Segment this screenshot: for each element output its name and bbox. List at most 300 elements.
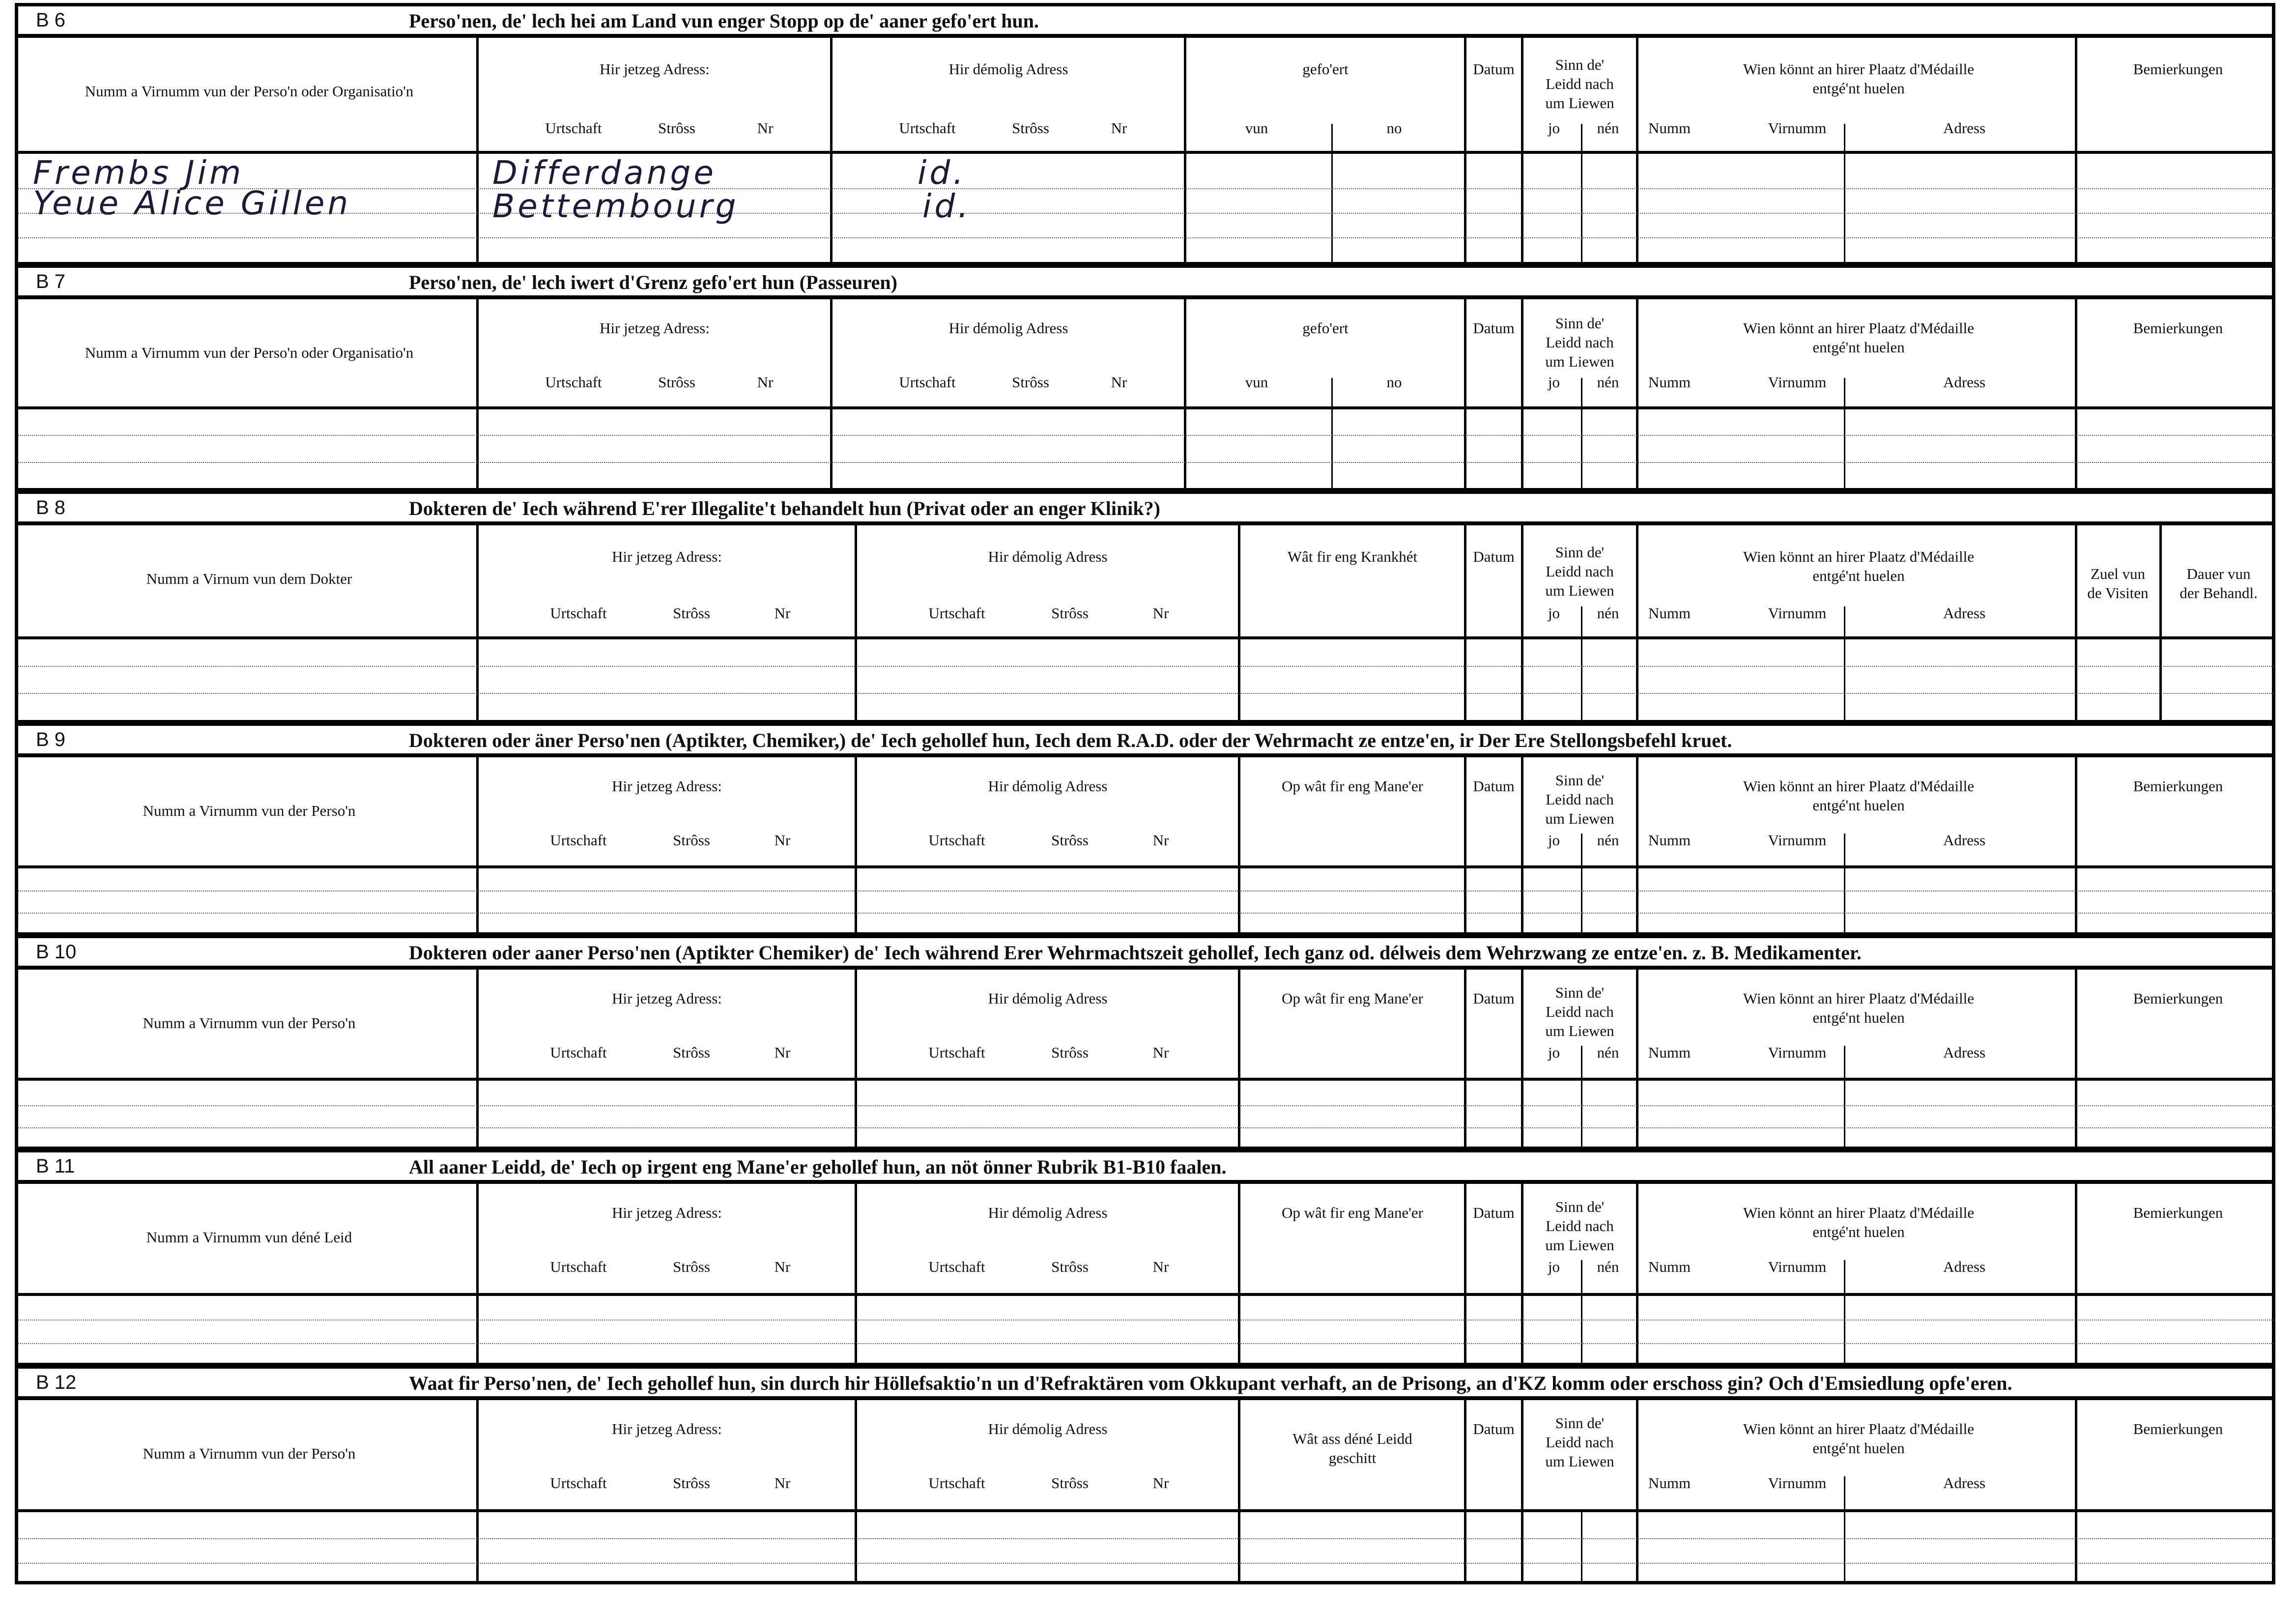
column-divider bbox=[476, 968, 479, 1147]
header-sinn-line3: um Liewen bbox=[1545, 1236, 1614, 1254]
header-bemierkungen: Bemierkungen bbox=[2133, 1204, 2223, 1221]
header-medaille-line2: entgé'nt huelen bbox=[1812, 79, 1905, 97]
section-b6 bbox=[18, 6, 2272, 262]
header-gefoert: gefo'ert bbox=[1302, 319, 1349, 337]
column-divider bbox=[1581, 868, 1582, 932]
column-divider bbox=[476, 36, 479, 262]
header-nen: nén bbox=[1597, 832, 1619, 849]
header-old-address: Hir démolig Adress bbox=[988, 1420, 1108, 1437]
header-sinn-line2: Leidd nach bbox=[1546, 790, 1614, 808]
section-b7 bbox=[18, 268, 2272, 488]
header-vun: vun bbox=[1245, 373, 1268, 391]
column-divider bbox=[1844, 409, 1845, 488]
column-headers bbox=[18, 1398, 2272, 1512]
section-separator bbox=[18, 1363, 2272, 1369]
header-medaille-line1: Wien könnt an hirer Plaatz d'Médaille bbox=[1743, 1420, 1975, 1437]
header-sinn-line2: Leidd nach bbox=[1546, 1217, 1614, 1235]
header-nr: Nr bbox=[1152, 832, 1169, 849]
row-line bbox=[18, 1538, 2274, 1540]
row-line bbox=[18, 1563, 2274, 1565]
header-numm: Numm bbox=[1648, 373, 1691, 391]
section-code: B 11 bbox=[36, 1155, 75, 1177]
header-medaille bbox=[1640, 60, 2077, 98]
header-jo: jo bbox=[1548, 373, 1560, 391]
header-current-address: Hir jetzeg Adress: bbox=[612, 548, 722, 565]
row-line bbox=[18, 1343, 2274, 1345]
sub-divider bbox=[1581, 378, 1582, 410]
row-line bbox=[18, 462, 2274, 464]
header-stross: Strôss bbox=[1012, 119, 1049, 137]
column-divider bbox=[855, 1182, 857, 1363]
header-virnumm: Virnumm bbox=[1768, 1044, 1827, 1061]
header-gefoert: gefo'ert bbox=[1302, 60, 1349, 78]
section-b8 bbox=[18, 494, 2272, 720]
header-name: Numm a Virnumm vun der Perso'n oder Organisatio'n bbox=[85, 83, 414, 100]
section-separator bbox=[18, 932, 2272, 938]
header-krankhet: Wât fir eng Krankhét bbox=[1287, 548, 1418, 565]
section-code: B 8 bbox=[36, 497, 66, 518]
column-divider bbox=[1184, 36, 1186, 262]
column-divider bbox=[1331, 154, 1333, 262]
header-stross: Strôss bbox=[1051, 832, 1089, 849]
header-sinn-line2: Leidd nach bbox=[1546, 333, 1614, 351]
header-stross: Strôss bbox=[1051, 1258, 1089, 1275]
header-name: Numm a Virnumm vun der Perso'n bbox=[143, 802, 356, 819]
header-nr: Nr bbox=[774, 1474, 791, 1492]
header-old-address: Hir démolig Adress bbox=[988, 1204, 1108, 1221]
header-jo: jo bbox=[1548, 1044, 1560, 1061]
sub-divider bbox=[1581, 124, 1582, 156]
column-divider bbox=[855, 755, 857, 932]
column-headers bbox=[18, 36, 2272, 154]
header-manner: Op wât fir eng Mane'er bbox=[1282, 1204, 1423, 1221]
header-no: no bbox=[1386, 373, 1402, 391]
column-headers bbox=[18, 523, 2272, 639]
column-headers bbox=[18, 968, 2272, 1081]
header-medaille-line2: entgé'nt huelen bbox=[1812, 1008, 1905, 1026]
column-divider bbox=[2075, 523, 2077, 720]
column-divider bbox=[1238, 755, 1240, 932]
header-sinn-line1: Sinn de' bbox=[1555, 1414, 1605, 1432]
header-adress: Adress bbox=[1943, 832, 1986, 849]
column-divider bbox=[1581, 154, 1582, 262]
column-headers bbox=[18, 755, 2272, 868]
column-divider bbox=[1581, 1296, 1582, 1363]
header-nr: Nr bbox=[774, 1044, 791, 1061]
header-name: Numm a Virnumm vun déné Leid bbox=[146, 1229, 352, 1246]
header-medaille-line1: Wien könnt an hirer Plaatz d'Médaille bbox=[1743, 548, 1975, 565]
column-divider bbox=[1844, 1296, 1845, 1363]
header-urtschaft: Urtschaft bbox=[545, 119, 602, 137]
column-divider bbox=[1464, 36, 1466, 262]
section-separator bbox=[18, 1147, 2272, 1152]
header-adress: Adress bbox=[1943, 373, 1986, 391]
header-adress: Adress bbox=[1943, 1258, 1986, 1275]
header-sinn-line1: Sinn de' bbox=[1555, 544, 1605, 561]
header-jo: jo bbox=[1548, 119, 1560, 137]
header-old-address: Hir démolig Adress bbox=[948, 319, 1068, 337]
row-line bbox=[18, 666, 2274, 668]
header-sinn-line1: Sinn de' bbox=[1555, 984, 1605, 1001]
header-old-address: Hir démolig Adress bbox=[948, 60, 1068, 78]
header-bemierkungen: Bemierkungen bbox=[2133, 1420, 2223, 1437]
header-sinn-line1: Sinn de' bbox=[1555, 1198, 1605, 1215]
header-urtschaft: Urtschaft bbox=[899, 119, 956, 137]
column-headers bbox=[18, 297, 2272, 409]
header-numm: Numm bbox=[1648, 832, 1691, 849]
header-jo: jo bbox=[1548, 604, 1560, 622]
header-virnumm: Virnumm bbox=[1768, 1258, 1827, 1275]
header-bemierkungen: Bemierkungen bbox=[2133, 60, 2223, 78]
column-divider bbox=[1464, 523, 1466, 720]
section-code: B 6 bbox=[36, 9, 66, 31]
column-divider bbox=[1636, 1182, 1638, 1363]
handwritten-old-2: id. bbox=[922, 187, 972, 225]
section-separator bbox=[18, 720, 2272, 726]
header-name: Numm a Virnum vun dem Dokter bbox=[146, 570, 352, 587]
column-divider bbox=[855, 968, 857, 1147]
column-divider bbox=[1521, 755, 1523, 932]
header-stross: Strôss bbox=[1051, 1044, 1089, 1061]
header-current-address: Hir jetzeg Adress: bbox=[612, 1204, 722, 1221]
header-sinn bbox=[1524, 56, 1635, 113]
column-divider bbox=[1581, 1081, 1582, 1147]
sub-divider bbox=[1844, 833, 1845, 869]
header-medaille-line1: Wien könnt an hirer Plaatz d'Médaille bbox=[1743, 60, 1975, 78]
header-medaille-line2: entgé'nt huelen bbox=[1812, 567, 1905, 584]
section-title: Perso'nen, de' lech iwert d'Grenz gefo'ert hun (Passeuren) bbox=[409, 271, 897, 293]
header-medaille-line1: Wien könnt an hirer Plaatz d'Médaille bbox=[1743, 319, 1975, 337]
header-name: Numm a Virnumm vun der Perso'n oder Organisatio'n bbox=[85, 344, 414, 361]
header-urtschaft: Urtschaft bbox=[928, 604, 985, 622]
row-line bbox=[18, 188, 2274, 190]
header-stross: Strôss bbox=[673, 1258, 710, 1275]
section-header bbox=[18, 726, 2272, 755]
section-header bbox=[18, 268, 2272, 297]
column-divider bbox=[855, 523, 857, 720]
sub-divider bbox=[1581, 1046, 1582, 1081]
section-code: B 9 bbox=[36, 729, 66, 750]
header-urtschaft: Urtschaft bbox=[928, 1258, 985, 1275]
header-stross: Strôss bbox=[673, 604, 710, 622]
column-divider bbox=[476, 1398, 479, 1581]
header-urtschaft: Urtschaft bbox=[550, 1474, 607, 1492]
section-header bbox=[18, 1369, 2272, 1398]
handwritten-name-2: Yeue Alice Gillen bbox=[33, 184, 351, 222]
section-title: All aaner Leidd, de' Iech op irgent eng Mane'er gehollef hun, an nöt önner Rubrik B1-B10 faalen. bbox=[409, 1156, 1227, 1178]
header-datum: Datum bbox=[1473, 319, 1515, 337]
header-adress: Adress bbox=[1943, 604, 1986, 622]
header-urtschaft: Urtschaft bbox=[928, 1044, 985, 1061]
row-line bbox=[18, 890, 2274, 892]
sub-divider bbox=[1844, 606, 1845, 640]
column-divider bbox=[1238, 1398, 1240, 1581]
header-sinn-line3: um Liewen bbox=[1545, 352, 1614, 370]
column-divider bbox=[855, 1398, 857, 1581]
header-name: Numm a Virnumm vun der Perso'n bbox=[143, 1014, 356, 1032]
section-title: Dokteren oder äner Perso'nen (Aptikter, Chemiker,) de' Iech gehollef hun, Iech dem R.A.D. oder der Wehrmacht ze entze'en, ir Der Ere Stellongsbefehl kruet. bbox=[409, 729, 1732, 751]
header-nr: Nr bbox=[1111, 119, 1127, 137]
column-divider bbox=[2075, 1182, 2077, 1363]
header-virnumm: Virnumm bbox=[1768, 832, 1827, 849]
header-name: Numm a Virnumm vun der Perso'n bbox=[143, 1445, 356, 1462]
column-divider bbox=[1464, 1398, 1466, 1581]
header-nr: Nr bbox=[774, 1258, 791, 1275]
column-divider bbox=[1521, 968, 1523, 1147]
column-divider bbox=[1636, 523, 1638, 720]
section-header bbox=[18, 6, 2272, 36]
header-nr: Nr bbox=[757, 119, 774, 137]
column-divider bbox=[1521, 36, 1523, 262]
header-sinn-line3: um Liewen bbox=[1545, 1022, 1614, 1039]
column-divider bbox=[1464, 297, 1466, 488]
header-virnumm: Virnumm bbox=[1768, 604, 1827, 622]
header-vun: vun bbox=[1245, 119, 1268, 137]
sub-divider bbox=[1844, 1260, 1845, 1296]
header-zuel-line1: Zuel vun bbox=[2090, 565, 2146, 582]
header-datum: Datum bbox=[1473, 1204, 1515, 1221]
section-header bbox=[18, 494, 2272, 523]
section-header bbox=[18, 1152, 2272, 1182]
header-sinn bbox=[1524, 543, 1635, 600]
header-geschitt bbox=[1242, 1430, 1463, 1468]
header-urtschaft: Urtschaft bbox=[899, 373, 956, 391]
header-stross: Strôss bbox=[658, 119, 695, 137]
header-nen: nén bbox=[1597, 604, 1619, 622]
section-title: Waat fir Perso'nen, de' Iech gehollef hun, sin durch hir Höllefsaktio'n un d'Refraktären vom Okkupant verhaft, an de Prisong, an d'KZ komm oder erschoss gin? Och d'Emsiedlung opfe'eren. bbox=[409, 1372, 2012, 1394]
column-divider bbox=[2075, 297, 2077, 488]
header-nr: Nr bbox=[1152, 604, 1169, 622]
header-nr: Nr bbox=[1152, 1474, 1169, 1492]
header-old-address: Hir démolig Adress bbox=[988, 777, 1108, 795]
header-virnumm: Virnumm bbox=[1768, 373, 1827, 391]
header-medaille-line1: Wien könnt an hirer Plaatz d'Médaille bbox=[1743, 1204, 1975, 1221]
header-numm: Numm bbox=[1648, 119, 1691, 137]
column-divider bbox=[2075, 1398, 2077, 1581]
sub-divider bbox=[1844, 1046, 1845, 1081]
column-divider bbox=[1464, 755, 1466, 932]
header-jo: jo bbox=[1548, 1258, 1560, 1275]
form-page bbox=[15, 3, 2275, 1584]
column-divider bbox=[1184, 297, 1186, 488]
header-nr: Nr bbox=[774, 832, 791, 849]
header-adress: Adress bbox=[1943, 1474, 1986, 1492]
column-divider bbox=[1521, 1398, 1523, 1581]
header-nen: nén bbox=[1597, 1258, 1619, 1275]
row-line bbox=[18, 435, 2274, 437]
column-divider bbox=[1331, 409, 1333, 488]
section-code: B 7 bbox=[36, 271, 66, 292]
header-urtschaft: Urtschaft bbox=[550, 604, 607, 622]
section-b9 bbox=[18, 726, 2272, 932]
column-divider bbox=[1521, 1182, 1523, 1363]
header-sinn-line1: Sinn de' bbox=[1555, 56, 1605, 73]
header-medaille bbox=[1640, 989, 2077, 1028]
column-divider bbox=[2159, 523, 2162, 720]
header-numm: Numm bbox=[1648, 1258, 1691, 1275]
header-nr: Nr bbox=[1111, 373, 1127, 391]
sub-divider bbox=[1844, 1476, 1845, 1513]
handwritten-addr-1: Differdange bbox=[492, 154, 717, 192]
header-sinn-line2: Leidd nach bbox=[1546, 1433, 1614, 1451]
header-sinn bbox=[1524, 1198, 1635, 1255]
header-datum: Datum bbox=[1473, 548, 1515, 565]
header-sinn-line3: um Liewen bbox=[1545, 1452, 1614, 1470]
sub-divider bbox=[1581, 833, 1582, 869]
row-line bbox=[18, 1320, 2274, 1321]
header-geschitt-line2: geschitt bbox=[1328, 1449, 1377, 1466]
header-sinn-line2: Leidd nach bbox=[1546, 562, 1614, 580]
column-divider bbox=[1636, 1398, 1638, 1581]
header-numm: Numm bbox=[1648, 1044, 1691, 1061]
header-medaille bbox=[1640, 1420, 2077, 1458]
header-sinn-line3: um Liewen bbox=[1545, 94, 1614, 112]
column-divider bbox=[1581, 409, 1582, 488]
column-divider bbox=[830, 297, 832, 488]
header-urtschaft: Urtschaft bbox=[550, 1044, 607, 1061]
column-divider bbox=[1464, 1182, 1466, 1363]
column-divider bbox=[1581, 639, 1582, 720]
header-stross: Strôss bbox=[673, 832, 710, 849]
header-virnumm: Virnumm bbox=[1768, 1474, 1827, 1492]
section-title: Perso'nen, de' lech hei am Land vun enger Stopp op de' aaner gefo'ert hun. bbox=[409, 10, 1039, 32]
sub-divider bbox=[1581, 1260, 1582, 1296]
column-divider bbox=[2075, 755, 2077, 932]
header-zuel bbox=[2077, 565, 2158, 603]
column-divider bbox=[1636, 297, 1638, 488]
header-urtschaft: Urtschaft bbox=[928, 832, 985, 849]
header-old-address: Hir démolig Adress bbox=[988, 548, 1108, 565]
header-stross: Strôss bbox=[1051, 1474, 1089, 1492]
header-bemierkungen: Bemierkungen bbox=[2133, 777, 2223, 795]
header-medaille bbox=[1640, 319, 2077, 357]
section-b10 bbox=[18, 938, 2272, 1147]
header-urtschaft: Urtschaft bbox=[545, 373, 602, 391]
header-sinn-line1: Sinn de' bbox=[1555, 315, 1605, 332]
column-divider bbox=[1844, 639, 1845, 720]
column-divider bbox=[476, 523, 479, 720]
column-divider bbox=[1844, 1512, 1845, 1581]
column-divider bbox=[2075, 36, 2077, 262]
column-divider bbox=[476, 1182, 479, 1363]
header-nen: nén bbox=[1597, 373, 1619, 391]
header-nr: Nr bbox=[774, 604, 791, 622]
header-stross: Strôss bbox=[1012, 373, 1049, 391]
header-bemierkungen: Bemierkungen bbox=[2133, 319, 2223, 337]
column-divider bbox=[1636, 968, 1638, 1147]
header-nen: nén bbox=[1597, 119, 1619, 137]
column-divider bbox=[1238, 968, 1240, 1147]
header-nr: Nr bbox=[1152, 1258, 1169, 1275]
header-adress: Adress bbox=[1943, 119, 1986, 137]
header-medaille-line1: Wien könnt an hirer Plaatz d'Médaille bbox=[1743, 777, 1975, 795]
header-nen: nén bbox=[1597, 1044, 1619, 1061]
header-medaille bbox=[1640, 1204, 2077, 1242]
handwritten-old-1: id. bbox=[918, 154, 967, 192]
header-numm: Numm bbox=[1648, 604, 1691, 622]
header-current-address: Hir jetzeg Adress: bbox=[600, 60, 710, 78]
header-numm: Numm bbox=[1648, 1474, 1691, 1492]
row-line bbox=[18, 913, 2274, 915]
header-no: no bbox=[1386, 119, 1402, 137]
header-dauer-line2: der Behandl. bbox=[2180, 584, 2258, 602]
header-medaille-line2: entgé'nt huelen bbox=[1812, 338, 1905, 356]
column-divider bbox=[1464, 968, 1466, 1147]
header-jo: jo bbox=[1548, 832, 1560, 849]
header-manner: Op wât fir eng Mane'er bbox=[1282, 777, 1423, 795]
header-sinn-line2: Leidd nach bbox=[1546, 75, 1614, 92]
column-headers bbox=[18, 1182, 2272, 1296]
column-divider bbox=[1636, 755, 1638, 932]
header-urtschaft: Urtschaft bbox=[550, 832, 607, 849]
column-divider bbox=[1238, 1182, 1240, 1363]
header-stross: Strôss bbox=[658, 373, 695, 391]
header-adress: Adress bbox=[1943, 1044, 1986, 1061]
header-sinn-line3: um Liewen bbox=[1545, 581, 1614, 599]
header-current-address: Hir jetzeg Adress: bbox=[612, 777, 722, 795]
header-datum: Datum bbox=[1473, 60, 1515, 78]
sub-divider bbox=[1581, 606, 1582, 640]
column-divider bbox=[476, 297, 479, 488]
header-medaille-line2: entgé'nt huelen bbox=[1812, 796, 1905, 814]
row-line bbox=[18, 213, 2274, 215]
header-current-address: Hir jetzeg Adress: bbox=[600, 319, 710, 337]
header-sinn bbox=[1524, 771, 1635, 828]
section-code: B 10 bbox=[36, 941, 77, 963]
header-medaille-line2: entgé'nt huelen bbox=[1812, 1223, 1905, 1240]
header-bemierkungen: Bemierkungen bbox=[2133, 990, 2223, 1007]
header-medaille-line1: Wien könnt an hirer Plaatz d'Médaille bbox=[1743, 990, 1975, 1007]
header-zuel-line2: de Visiten bbox=[2087, 584, 2149, 602]
column-divider bbox=[2075, 968, 2077, 1147]
header-dauer bbox=[2163, 565, 2274, 603]
column-divider bbox=[1521, 297, 1523, 488]
header-sinn bbox=[1524, 314, 1635, 371]
section-separator bbox=[18, 488, 2272, 494]
column-divider bbox=[1844, 1081, 1845, 1147]
header-nr: Nr bbox=[1152, 1044, 1169, 1061]
section-code: B 12 bbox=[36, 1372, 77, 1393]
header-manner: Op wât fir eng Mane'er bbox=[1282, 990, 1423, 1007]
section-title: Dokteren oder aaner Perso'nen (Aptikter Chemiker) de' Iech während Erer Wehrmachtszeit gehollef, Iech ganz od. délweis dem Wehrzwang ze entze'en. z. B. Medikamenter. bbox=[409, 942, 1862, 964]
column-divider bbox=[1581, 1512, 1582, 1581]
section-header bbox=[18, 938, 2272, 968]
row-line bbox=[18, 1105, 2274, 1107]
header-medaille bbox=[1640, 547, 2077, 586]
row-line bbox=[18, 1127, 2274, 1129]
column-divider bbox=[1844, 154, 1845, 262]
header-stross: Strôss bbox=[673, 1474, 710, 1492]
header-sinn bbox=[1524, 1414, 1635, 1471]
header-datum: Datum bbox=[1473, 777, 1515, 795]
column-divider bbox=[1521, 523, 1523, 720]
sub-divider bbox=[1331, 124, 1333, 156]
column-divider bbox=[1238, 523, 1240, 720]
header-urtschaft: Urtschaft bbox=[550, 1258, 607, 1275]
header-urtschaft: Urtschaft bbox=[928, 1474, 985, 1492]
header-sinn-line2: Leidd nach bbox=[1546, 1003, 1614, 1020]
header-dauer-line1: Dauer vun bbox=[2186, 565, 2251, 582]
row-line bbox=[18, 237, 2274, 239]
handwritten-name-1: Frembs Jim bbox=[33, 154, 244, 192]
sub-divider bbox=[1844, 124, 1845, 156]
section-title: Dokteren de' Iech während E'rer Illegalite't behandelt hun (Privat oder an enger Klinik?) bbox=[409, 497, 1160, 519]
header-geschitt-line1: Wât ass déné Leidd bbox=[1292, 1430, 1412, 1447]
header-medaille bbox=[1640, 777, 2077, 815]
header-current-address: Hir jetzeg Adress: bbox=[612, 1420, 722, 1437]
sub-divider bbox=[1844, 378, 1845, 410]
column-divider bbox=[476, 755, 479, 932]
